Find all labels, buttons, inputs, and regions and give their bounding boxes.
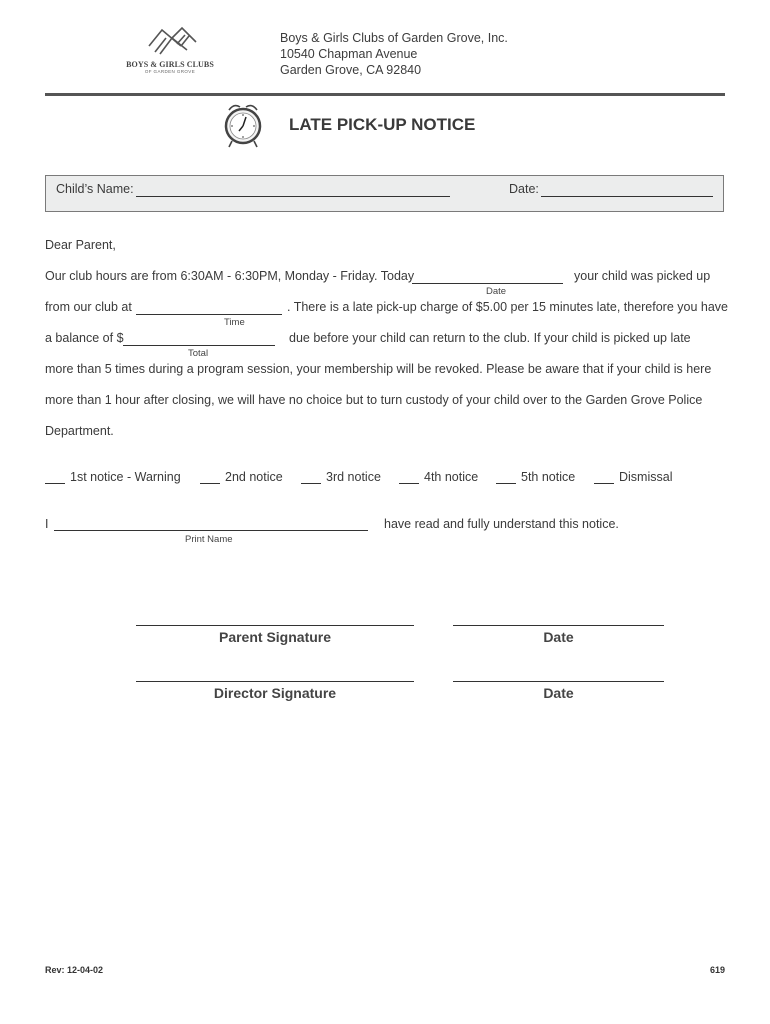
notice-1-check[interactable] — [45, 483, 65, 484]
notice-2-check[interactable] — [200, 483, 220, 484]
parent-signature-field[interactable] — [136, 625, 414, 626]
child-info-box — [45, 175, 724, 212]
body-line-3b: due before your child can return to the club. If your child is picked up late — [289, 331, 691, 345]
logo-name: BOYS & GIRLS CLUBS — [126, 60, 214, 69]
parent-date-field[interactable] — [453, 625, 664, 626]
notice-3-check[interactable] — [301, 483, 321, 484]
time-caption: Time — [224, 317, 245, 328]
body-line-3a: a balance of $ — [45, 331, 124, 345]
body-line-1a: Our club hours are from 6:30AM - 6:30PM, Monday - Friday. Today — [45, 269, 415, 283]
page-title: LATE PICK-UP NOTICE — [289, 115, 476, 134]
parent-date-label: Date — [543, 629, 574, 645]
time-field[interactable] — [136, 314, 282, 315]
header-rule — [45, 93, 725, 96]
form-number: 619 — [709, 965, 725, 975]
body-line-6: Department. — [45, 424, 114, 438]
date-label: Date: — [509, 182, 539, 196]
date-caption: Date — [486, 286, 507, 297]
notice-5-check[interactable] — [496, 483, 516, 484]
childs-name-field[interactable] — [136, 196, 450, 197]
salutation: Dear Parent, — [45, 238, 116, 252]
revision-label: Rev: 12-04-02 — [45, 965, 104, 975]
print-name-field[interactable] — [54, 530, 368, 531]
notice-4-label: 4th notice — [424, 470, 479, 484]
director-signature-field[interactable] — [136, 681, 414, 682]
today-date-field[interactable] — [412, 283, 563, 284]
parent-signature-label: Parent Signature — [218, 629, 332, 645]
body-line-1b: your child was picked up — [574, 269, 711, 283]
director-signature-label: Director Signature — [213, 685, 337, 701]
alarm-clock-icon — [222, 101, 264, 151]
total-caption: Total — [188, 348, 209, 359]
notice-1-label: 1st notice - Warning — [70, 470, 181, 484]
ack-statement: have read and fully understand this notice. — [384, 517, 619, 531]
logo-subtitle: OF GARDEN GROVE — [144, 69, 196, 74]
notice-3-label: 3rd notice — [326, 470, 381, 484]
balance-field[interactable] — [123, 345, 275, 346]
logo-icon — [125, 24, 217, 60]
address-line-1: Boys & Girls Clubs of Garden Grove, Inc. — [280, 31, 508, 45]
director-date-label: Date — [543, 685, 574, 701]
body-line-5: more than 1 hour after closing, we will have no choice but to turn custody of your child over to the Garden Grove Police — [45, 393, 703, 407]
date-field[interactable] — [541, 196, 713, 197]
address-line-2: 10540 Chapman Avenue — [280, 47, 418, 61]
dismissal-check[interactable] — [594, 483, 614, 484]
body-line-2a: from our club at — [45, 300, 132, 314]
childs-name-label: Child’s Name: — [56, 182, 134, 196]
address-line-3: Garden Grove, CA 92840 — [280, 63, 422, 77]
body-line-2b: . There is a late pick-up charge of $5.00 per 15 minutes late, therefore you have — [287, 300, 729, 314]
notice-5-label: 5th notice — [521, 470, 576, 484]
director-date-field[interactable] — [453, 681, 664, 682]
dismissal-label: Dismissal — [619, 470, 673, 484]
ack-prefix: I — [45, 517, 49, 531]
notice-2-label: 2nd notice — [225, 470, 283, 484]
notice-4-check[interactable] — [399, 483, 419, 484]
print-name-caption: Print Name — [185, 534, 233, 545]
body-line-4: more than 5 times during a program session, your membership will be revoked. Please be aware that if your child is here — [45, 362, 712, 376]
